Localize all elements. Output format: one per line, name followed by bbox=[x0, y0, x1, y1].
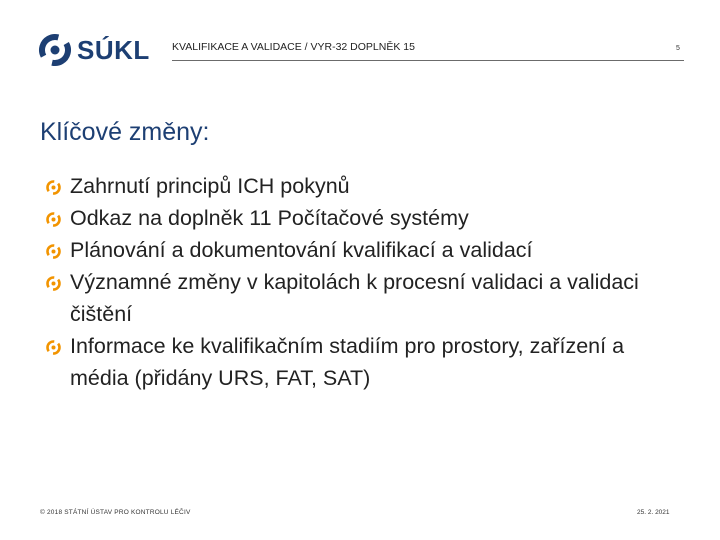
logo-text: SÚKL bbox=[77, 34, 150, 65]
bullet-text: Významné změny v kapitolách k procesní validaci a validaci čištění bbox=[70, 270, 639, 326]
bullet-text: Plánování a dokumentování kvalifikací a validací bbox=[70, 238, 533, 262]
slide-title: Klíčové změny: bbox=[40, 118, 210, 146]
orange-swirl-bullet-icon bbox=[45, 243, 62, 260]
orange-swirl-bullet-icon bbox=[45, 275, 62, 292]
footer-copyright: © 2018 STÁTNÍ ÚSTAV PRO KONTROLU LÉČIV bbox=[40, 509, 191, 516]
bullet-text: Zahrnutí principů ICH pokynů bbox=[70, 174, 350, 198]
sukl-logo bbox=[38, 33, 150, 67]
footer-date: 25. 2. 2021 bbox=[637, 509, 670, 516]
header-divider bbox=[172, 60, 684, 61]
bullet-item bbox=[45, 202, 685, 234]
bullet-text: Odkaz na doplněk 11 Počítačové systémy bbox=[70, 206, 469, 230]
bullet-item bbox=[45, 170, 685, 202]
bullet-list bbox=[45, 170, 685, 394]
bullet-text: Informace ke kvalifikačním stadiím pro prostory, zařízení a média (přidány URS, FAT, SAT) bbox=[70, 334, 625, 390]
sukl-logo-mark-icon bbox=[38, 33, 72, 67]
page-number: 5 bbox=[676, 45, 680, 52]
bullet-item bbox=[45, 234, 685, 266]
orange-swirl-bullet-icon bbox=[45, 211, 62, 228]
header-title: KVALIFIKACE A VALIDACE / VYR-32 DOPLNĚK 15 bbox=[172, 41, 415, 53]
orange-swirl-bullet-icon bbox=[45, 179, 62, 196]
bullet-item bbox=[45, 266, 685, 330]
orange-swirl-bullet-icon bbox=[45, 339, 62, 356]
bullet-item bbox=[45, 330, 685, 394]
